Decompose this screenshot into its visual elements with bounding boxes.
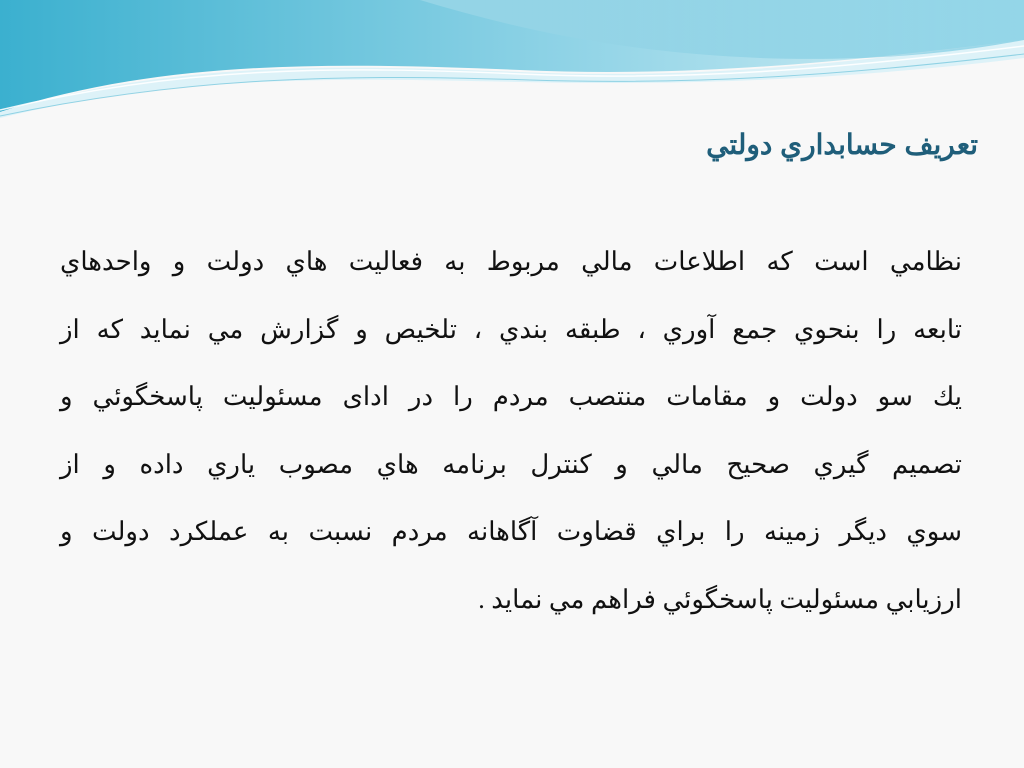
body-line: ارزيابي مسئوليت پاسخگوئي فراهم مي نمايد . — [478, 584, 962, 614]
body-line: يك سو دولت و مقامات منتصب مردم را در اداى مسئوليت پاسخگوئي و — [60, 382, 962, 411]
slide-title: تعريف حسابداري دولتي — [706, 129, 978, 160]
body-line: نظامي است كه اطلاعات مالي مربوط به فعاليت هاي دولت و واحدهاي — [60, 247, 962, 276]
decorative-wave-header — [0, 0, 1024, 130]
body-line: تابعه را بنحوي جمع آوري ، طبقه بندي ، تلخيص و گزارش مي نمايد كه از — [60, 314, 962, 344]
slide-body-paragraph — [60, 228, 962, 633]
body-line: سوي ديگر زمينه را براي قضاوت آگاهانه مردم نسبت به عملكرد دولت و — [60, 517, 962, 546]
body-line: تصميم گيري صحيح مالي و كنترل برنامه هاي مصوب ياري داده و از — [60, 449, 962, 479]
